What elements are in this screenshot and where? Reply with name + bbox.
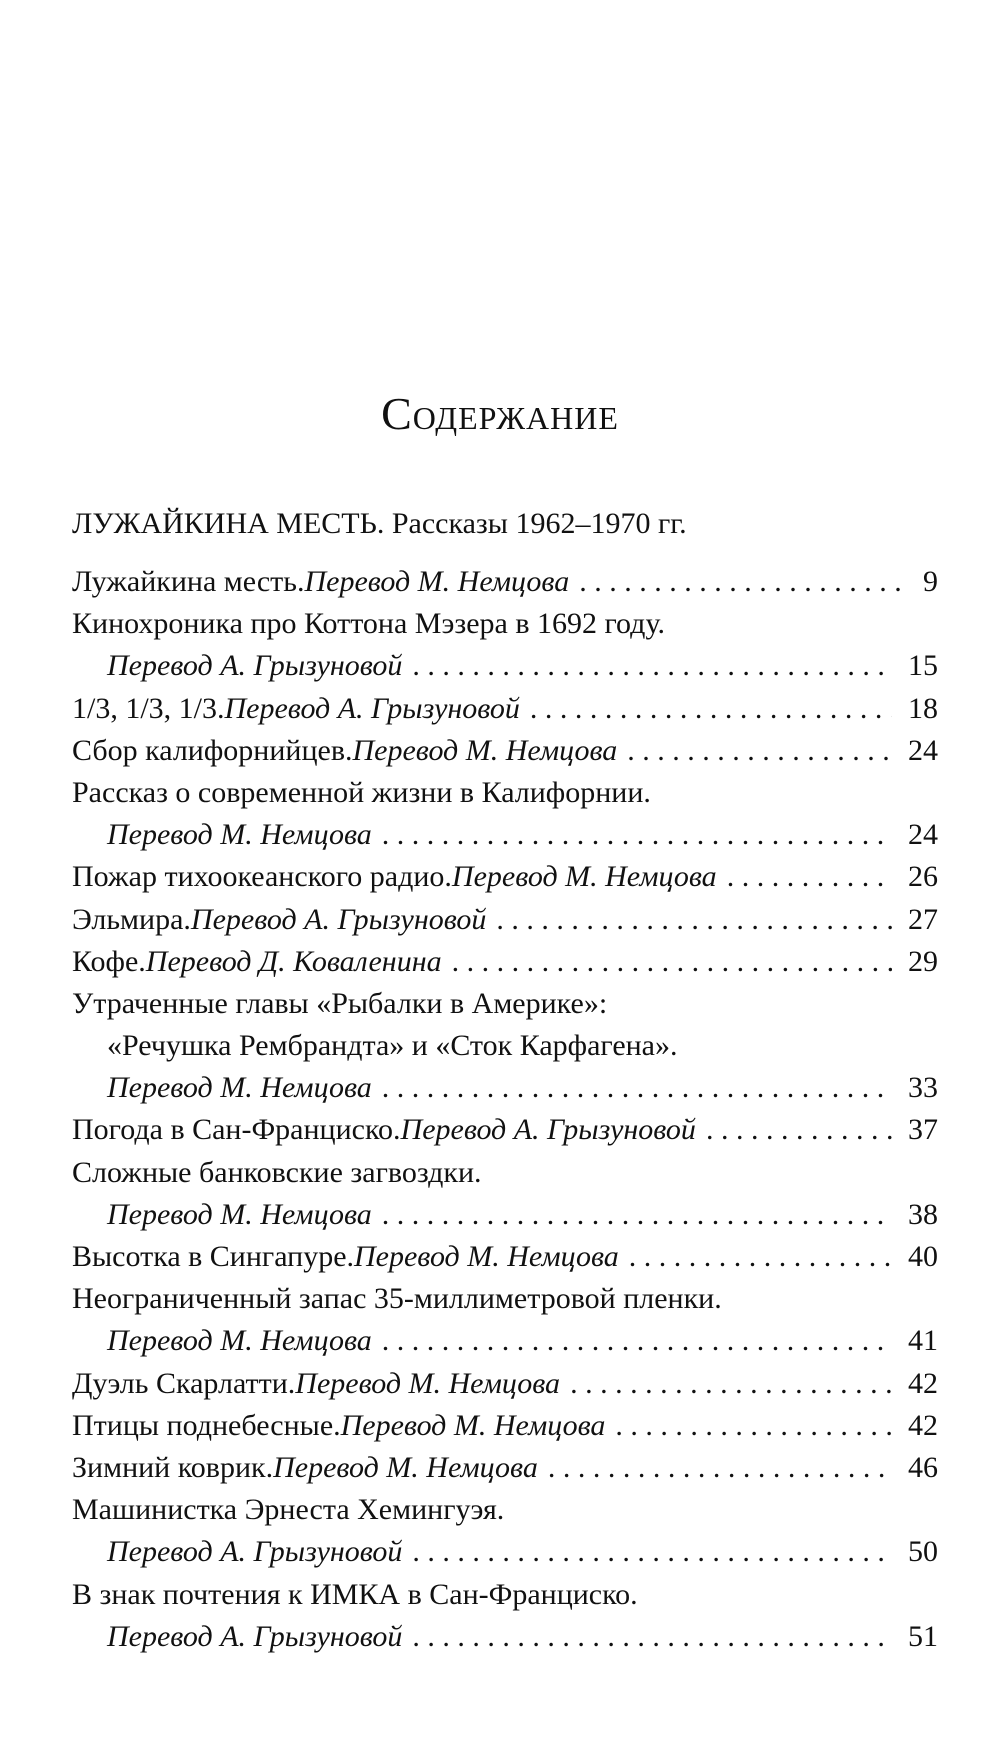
toc-entry-translator: Перевод А. Грызуновой: [107, 1619, 403, 1653]
dot-leader: [579, 561, 907, 603]
dot-leader: [496, 899, 892, 941]
dot-leader: [452, 941, 892, 983]
toc-entry-title: Эльмира.: [72, 902, 191, 936]
toc-entry-title: 1/3, 1/3, 1/3.: [72, 691, 225, 725]
toc-entry-translator: Перевод А. Грызуновой: [400, 1113, 696, 1147]
toc-page-number: 41: [908, 1324, 938, 1358]
dot-leader: [727, 856, 892, 898]
toc-entry: [72, 1067, 938, 1109]
toc-entry: [72, 688, 938, 730]
toc-page-number: 42: [908, 1366, 938, 1400]
dot-leader: [706, 1109, 892, 1151]
toc-entry-translator: Перевод М. Немцова: [273, 1450, 538, 1484]
toc-page-number: 9: [923, 565, 938, 598]
dot-leader: [382, 1067, 892, 1109]
toc-entry-title: Кофе.: [72, 944, 146, 978]
toc-entry-title: Птицы поднебесные.: [72, 1408, 341, 1442]
toc-entry-translator: Перевод А. Грызуновой: [190, 902, 487, 936]
toc-entry: [72, 1320, 938, 1362]
toc-entry-title: Кинохроника про Коттона Мэзера в 1692 году.: [72, 607, 665, 641]
dot-leader: [548, 1447, 892, 1489]
dot-leader: [615, 1405, 892, 1447]
toc-entry: [72, 645, 938, 687]
toc-entry: [72, 1194, 938, 1236]
toc-entry-translator: Перевод М. Немцова: [107, 1324, 372, 1358]
toc-entry-translator: Перевод М. Немцова: [354, 1240, 619, 1273]
dot-leader: [629, 1236, 892, 1278]
toc-entry-title: «Речушка Рембрандта» и «Сток Карфагена».: [107, 1029, 678, 1063]
toc-entry: [72, 814, 938, 856]
toc-title-line: [72, 1489, 938, 1531]
toc-title-line: [72, 603, 938, 645]
toc-entry: [72, 730, 938, 772]
toc-entry-translator: Перевод М. Немцова: [304, 565, 570, 598]
dot-leader: [570, 1363, 892, 1405]
toc-title-line: [72, 983, 938, 1025]
dot-leader: [627, 730, 892, 772]
dot-leader: [412, 1531, 892, 1573]
toc-entry: [72, 1405, 938, 1447]
toc-entry: [72, 856, 938, 898]
toc-entry: [72, 1236, 938, 1278]
toc-title-line: [72, 1152, 938, 1194]
toc-entry-translator: Перевод М. Немцова: [107, 818, 372, 852]
toc-page-number: 51: [908, 1619, 938, 1653]
toc-entry: [72, 1363, 938, 1405]
toc-title-line: [72, 1025, 938, 1067]
dot-leader: [530, 688, 892, 730]
section-heading: ЛУЖАЙКИНА МЕСТЬ. Рассказы 1962–1970 гг.: [72, 507, 687, 540]
toc-entry-translator: Перевод М. Немцова: [352, 733, 618, 767]
toc-entry-title: Пожар тихоокеанского радио.: [72, 860, 452, 894]
toc-entry-title: Погода в Сан-Франциско.: [72, 1113, 401, 1147]
dot-leader: [382, 1194, 892, 1236]
toc-entry: [72, 1109, 938, 1151]
toc-entry-translator: Перевод Д. Коваленина: [145, 944, 442, 978]
toc-page-number: 40: [908, 1240, 938, 1273]
toc-entry-translator: Перевод А. Грызуновой: [107, 649, 403, 683]
toc-entry: [72, 561, 938, 603]
toc-entry: [72, 1531, 938, 1573]
toc-page-number: 15: [908, 649, 938, 683]
toc-title-line: [72, 772, 938, 814]
page-title: Содержание: [381, 388, 619, 439]
toc-entry-translator: Перевод М. Немцова: [451, 860, 717, 894]
toc-page-number: 27: [908, 902, 938, 936]
toc-page-number: 29: [908, 944, 938, 978]
dot-leader: [382, 814, 892, 856]
toc-entry: [72, 941, 938, 983]
toc-entry-translator: Перевод М. Немцова: [107, 1071, 372, 1105]
toc-entry-title: Зимний коврик.: [72, 1450, 274, 1484]
toc-page-number: 38: [908, 1197, 938, 1231]
toc-entry-title: Рассказ о современной жизни в Калифорнии.: [72, 775, 651, 809]
toc-entry-translator: Перевод М. Немцова: [107, 1197, 372, 1231]
toc-entry-translator: Перевод А. Грызуновой: [224, 691, 520, 725]
toc-title-line: [72, 1278, 938, 1320]
toc-entry: [72, 1616, 938, 1658]
toc-entry-title: Лужайкина месть.: [72, 565, 305, 598]
toc-entry-translator: Перевод М. Немцова: [295, 1366, 561, 1400]
dot-leader: [412, 645, 892, 687]
toc-entry: [72, 1447, 938, 1489]
toc-title-line: [72, 1574, 938, 1616]
toc-entry-translator: Перевод А. Грызуновой: [107, 1535, 403, 1569]
toc-entry-title: Сбор калифорнийцев.: [72, 733, 353, 767]
toc-entry-translator: Перевод М. Немцова: [340, 1408, 606, 1442]
toc-page-number: 18: [908, 691, 938, 725]
toc-page-number: 50: [908, 1535, 938, 1569]
toc-page-number: 24: [908, 733, 938, 767]
toc-page-number: 42: [908, 1408, 938, 1442]
toc-page-number: 37: [908, 1113, 938, 1147]
table-of-contents: [72, 561, 938, 1658]
toc-entry-title: В знак почтения к ИМКА в Сан-Франциско.: [72, 1577, 638, 1611]
toc-page-number: 46: [908, 1450, 938, 1484]
toc-entry-title: Дуэль Скарлатти.: [72, 1366, 296, 1400]
toc-entry-title: Утраченные главы «Рыбалки в Америке»:: [72, 986, 608, 1020]
toc-entry-title: Машинистка Эрнеста Хемингуэя.: [72, 1493, 505, 1527]
toc-entry-title: Неограниченный запас 35-миллиметровой пленки.: [72, 1282, 722, 1316]
dot-leader: [412, 1616, 892, 1658]
toc-page-number: 26: [908, 860, 938, 894]
toc-entry: [72, 899, 938, 941]
dot-leader: [382, 1320, 892, 1362]
toc-page-number: 24: [908, 818, 938, 852]
toc-page-number: 33: [908, 1071, 938, 1105]
toc-entry-title: Высотка в Сингапуре.: [72, 1240, 355, 1273]
toc-entry-title: Сложные банковские загвоздки.: [72, 1155, 482, 1189]
